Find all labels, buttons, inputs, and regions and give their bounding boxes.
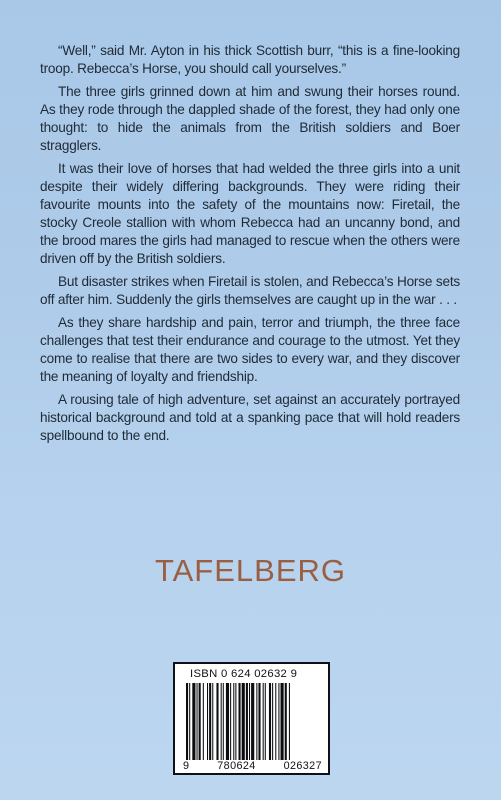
- barcode-bar: [203, 683, 204, 760]
- blurb-paragraph-3: It was their love of horses that had welded the three girls into a unit despite their widely differing backgrounds. They were riding their favourite mounts into the safety of the mountains now: Firetail, the stocky Creole stallion with whom Rebecca had an uncanny bond, and the brood mares the girls had managed to rescue when the others were driven off by the British soldiers.: [40, 161, 460, 266]
- barcode-bar: [235, 683, 236, 760]
- barcode-bar: [272, 683, 273, 760]
- barcode-bar: [212, 683, 213, 760]
- blurb-paragraph-4: But disaster strikes when Firetail is stolen, and Rebecca’s Horse sets off after him. Suddenly the girls themselves are caught up in the war . . .: [40, 274, 460, 307]
- barcode-bar: [223, 683, 224, 760]
- barcode-bar: [242, 683, 245, 760]
- barcode-bar: [275, 683, 276, 760]
- barcode-bar: [233, 683, 234, 760]
- barcode-bar: [192, 683, 195, 760]
- barcode-bar: [289, 683, 290, 760]
- barcode-bar: [209, 683, 211, 760]
- barcode-bar: [199, 683, 201, 760]
- ean-digits: [183, 760, 322, 772]
- barcode-bar: [239, 683, 241, 760]
- publisher-name: TAFELBERG: [154, 553, 347, 588]
- barcode-bar: [226, 683, 229, 760]
- barcode-bar: [246, 683, 248, 760]
- ean-first-digit: 9: [183, 760, 190, 772]
- barcode-box: [173, 662, 330, 775]
- barcode-bar: [207, 683, 208, 760]
- barcode-bar: [265, 683, 266, 760]
- barcode-bar: [258, 683, 260, 760]
- barcode-bar: [278, 683, 279, 760]
- barcode-bar: [269, 683, 271, 760]
- barcode-bar: [230, 683, 231, 760]
- ean-left-digits: 780624: [217, 760, 256, 772]
- barcode-bar: [186, 683, 188, 760]
- barcode-bar: [249, 683, 250, 760]
- barcode-bar: [281, 683, 284, 760]
- isbn-label: ISBN 0 624 02632 9: [190, 668, 298, 680]
- barcode-bar: [285, 683, 287, 760]
- barcode-bar: [221, 683, 222, 760]
- barcode-bar: [251, 683, 254, 760]
- blurb-paragraph-5: As they share hardship and pain, terror and triumph, the three face challenges that test their endurance and courage to the utmost. Yet they come to realise that there are two sides to every war, and they discover the meaning of loyalty and friendship.: [40, 315, 460, 384]
- blurb-paragraph-6: A rousing tale of high adventure, set against an accurately portrayed historical background and told at a spanking pace that will hold readers spellbound to the end.: [40, 392, 460, 443]
- barcode-bar: [189, 683, 190, 760]
- ean-right-digits: 026327: [283, 760, 322, 772]
- blurb-paragraph-2: The three girls grinned down at him and swung their horses round. As they rode through the dappled shade of the forest, they had only one thought: to hide the animals from the British soldiers and Boer stragglers.: [40, 84, 460, 153]
- barcode-bar: [197, 683, 198, 760]
- barcode-bar: [216, 683, 218, 760]
- barcode-bars: [182, 683, 325, 760]
- barcode-bar: [263, 683, 264, 760]
- blurb-paragraph-1: “Well,” said Mr. Ayton in his thick Scottish burr, “this is a fine-looking troop. Rebecca’s Horse, you should call yourselves.”: [40, 43, 460, 76]
- blurb-text: [40, 42, 460, 450]
- barcode-bar: [256, 683, 257, 760]
